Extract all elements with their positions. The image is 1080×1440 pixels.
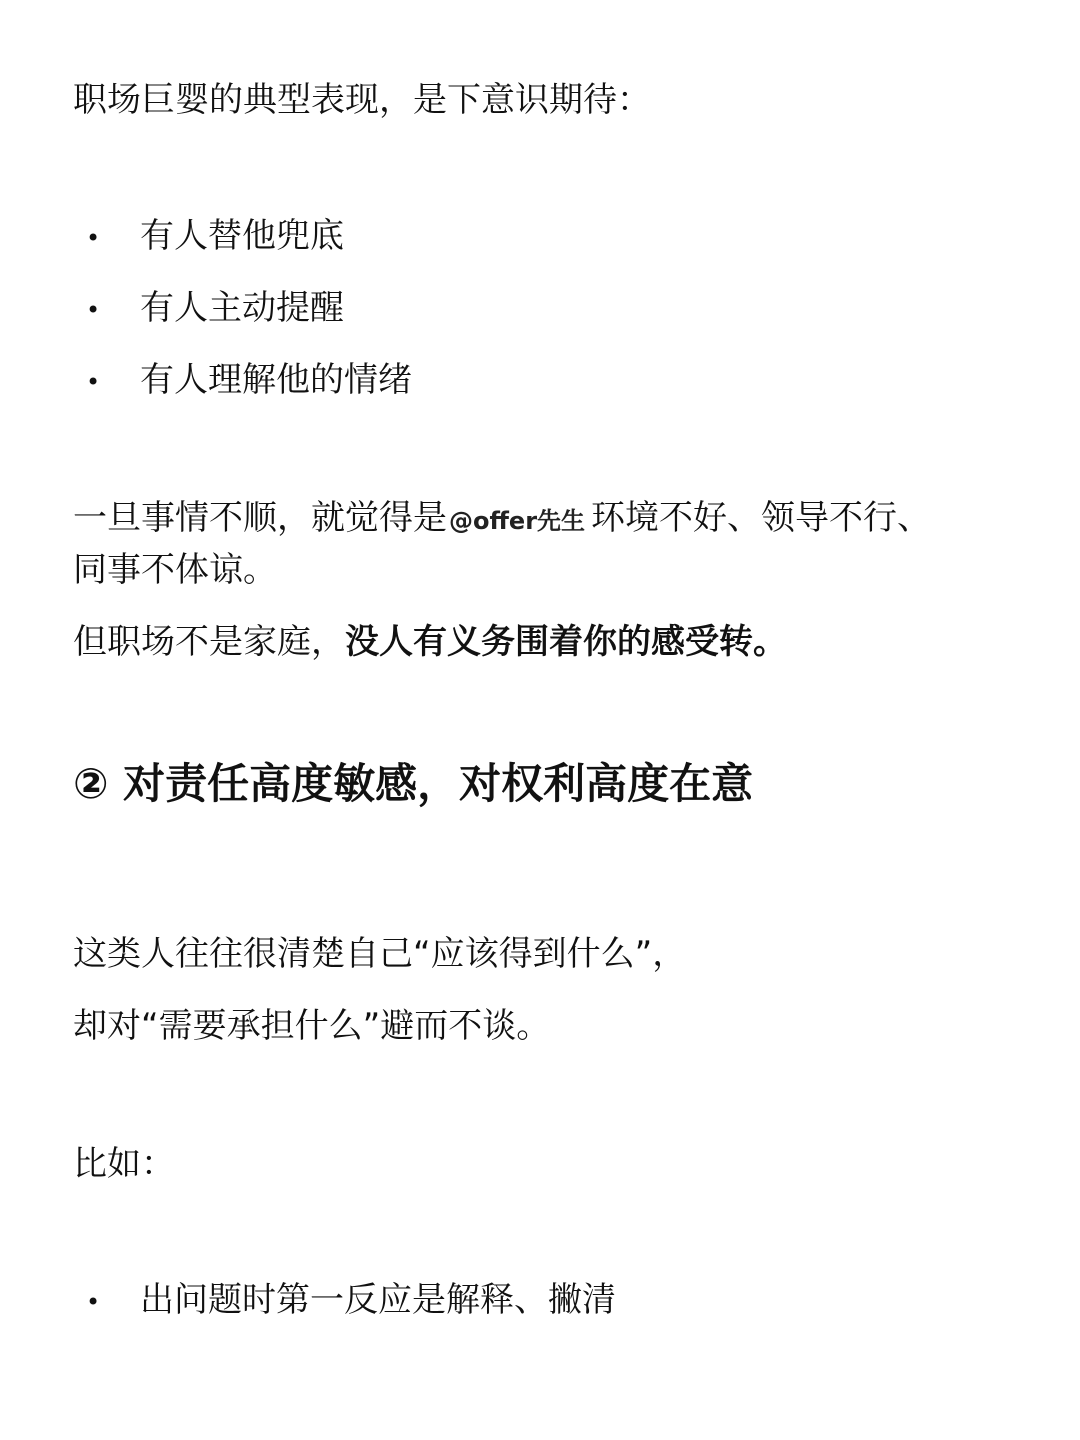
list-item (86, 356, 412, 406)
list-item-text: 有人理解他的情绪 (140, 360, 412, 400)
section-heading: ② 对责任高度敏感，对权利高度在意 (73, 759, 754, 808)
user-mention-link[interactable]: @offer先生 (449, 507, 586, 535)
emphasis-text: 没人有义务围着你的感受转。 (345, 622, 787, 662)
list-item-text: 有人主动提醒 (140, 288, 344, 328)
paragraph-text: 但职场不是家庭， (73, 622, 345, 662)
paragraph-line (73, 618, 787, 666)
list-item (86, 212, 344, 262)
paragraph-line: 却对“需要承担什么”避而不谈。 (73, 1006, 551, 1046)
paragraph-line: 这类人往往很清楚自己“应该得到什么”， (73, 934, 687, 974)
list-item-text: 有人替他兜底 (140, 216, 344, 256)
list-item (86, 1276, 616, 1326)
bullet-icon: • (86, 223, 101, 252)
intro-text: 职场巨婴的典型表现，是下意识期待： (73, 80, 651, 120)
example-intro: 比如： (73, 1144, 175, 1184)
list-item (86, 284, 344, 334)
bullet-icon: • (86, 367, 101, 396)
bullet-icon: • (86, 295, 101, 324)
paragraph-line (73, 494, 931, 545)
bullet-icon: • (86, 1287, 101, 1316)
paragraph-line: 同事不体谅。 (73, 550, 277, 590)
list-item-text: 出问题时第一反应是解释、撇清 (140, 1280, 616, 1320)
paragraph-text: 一旦事情不顺，就觉得是 (73, 498, 447, 538)
paragraph-text: 环境不好、领导不行、 (591, 498, 932, 538)
